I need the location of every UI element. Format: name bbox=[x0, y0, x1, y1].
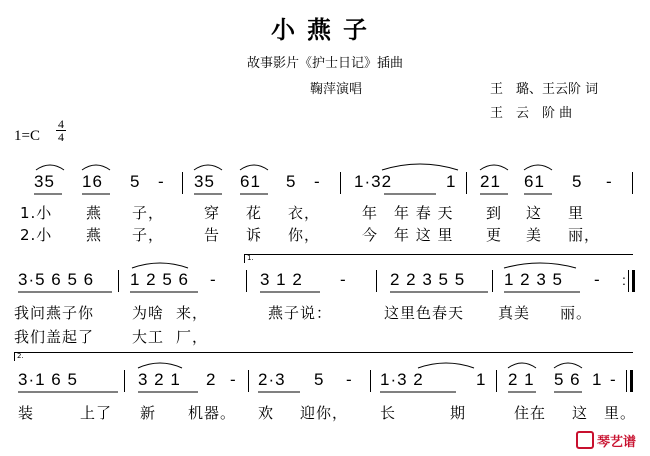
note-group: 1 bbox=[476, 370, 487, 389]
note-group: 1·32 bbox=[354, 172, 393, 191]
lyric: 厂， bbox=[176, 328, 209, 346]
lyric: 住在 bbox=[514, 404, 547, 422]
logo-text: 琴艺谱 bbox=[596, 435, 636, 450]
lyric: 1.小 bbox=[20, 204, 53, 222]
note-group: - bbox=[346, 370, 353, 389]
note-group: - bbox=[230, 370, 237, 389]
note-group: - bbox=[314, 172, 321, 191]
note-group: 5 6 bbox=[554, 370, 581, 389]
lyricist-credit: 王 璐、王云阶 词 bbox=[490, 82, 599, 97]
lyric: 衣， bbox=[288, 204, 321, 222]
lyric: 机器。 bbox=[188, 404, 237, 422]
lyric: 新 bbox=[140, 404, 157, 422]
slur-arc bbox=[508, 363, 536, 368]
volta-1-label: 1. bbox=[247, 254, 254, 262]
note-group: 1 2 3 5 bbox=[504, 270, 563, 289]
note-group: 35 bbox=[194, 172, 215, 191]
lyric: 来， bbox=[176, 304, 209, 322]
note-group: 2 bbox=[206, 370, 217, 389]
slur-arc bbox=[524, 165, 552, 170]
slur-arc bbox=[132, 263, 188, 268]
lyric: 子， bbox=[132, 204, 165, 222]
lyric: 年 这 里 bbox=[394, 226, 454, 244]
note-group: - bbox=[340, 270, 347, 289]
lyric: 你， bbox=[288, 226, 321, 244]
lyric: 美 bbox=[526, 226, 543, 244]
lyric: 为啥 bbox=[132, 304, 165, 322]
lyric: 长 bbox=[380, 404, 397, 422]
lyric: 丽， bbox=[568, 226, 601, 244]
lyric: 真美 bbox=[498, 304, 531, 322]
time-signature-top: 4 bbox=[58, 117, 64, 131]
lyric: 诉 bbox=[246, 226, 263, 244]
lyric: 年 春 天 bbox=[394, 204, 454, 222]
lyric: 我们盖起了 bbox=[14, 328, 95, 346]
note-group: 3 1 2 bbox=[260, 270, 303, 289]
time-signature-bottom: 4 bbox=[58, 130, 64, 144]
key-signature: 1=C bbox=[14, 128, 40, 144]
lyric: 装 bbox=[18, 404, 35, 422]
lyric: 里。 bbox=[604, 404, 637, 422]
lyric: 上了 bbox=[80, 404, 113, 422]
lyric: 燕 bbox=[86, 204, 103, 222]
slur-arc bbox=[194, 165, 222, 170]
note-group: 5 bbox=[572, 172, 583, 191]
song-subtitle: 故事影片《护士日记》插曲 bbox=[246, 56, 403, 71]
lyric: 子， bbox=[132, 226, 165, 244]
note-group: - bbox=[610, 370, 617, 389]
volta-2-label: 2. bbox=[17, 352, 24, 360]
note-group: 3 2 1 bbox=[138, 370, 181, 389]
slur-arc bbox=[480, 165, 508, 170]
song-title: 小燕子 bbox=[271, 16, 379, 44]
composer-credit: 王 云 阶 曲 bbox=[490, 106, 573, 121]
note-group: 16 bbox=[82, 172, 103, 191]
note-group: 5 bbox=[130, 172, 141, 191]
note-group: 61 bbox=[524, 172, 545, 191]
slur-arc bbox=[418, 363, 474, 368]
slur-arc bbox=[240, 165, 268, 170]
lyric: 花 bbox=[246, 204, 263, 222]
site-logo bbox=[576, 431, 636, 450]
lyric: 告 bbox=[204, 226, 221, 244]
note-group: - bbox=[606, 172, 613, 191]
slur-arc bbox=[138, 363, 182, 368]
lyric: 这里色春天 bbox=[384, 304, 465, 322]
note-group: 2·3 bbox=[258, 370, 286, 389]
note-group: 3·1 6 5 bbox=[18, 370, 78, 389]
slur-arc bbox=[36, 165, 64, 170]
lyric: 这 bbox=[526, 204, 543, 222]
lyric: 迎你， bbox=[300, 404, 349, 422]
lyric: 燕子说： bbox=[268, 304, 333, 322]
logo-icon bbox=[576, 431, 594, 449]
note-group: 3·5 6 5 6 bbox=[18, 270, 95, 289]
lyric: 这 bbox=[572, 404, 589, 422]
note-group: - bbox=[594, 270, 601, 289]
lyric: 2.小 bbox=[20, 226, 53, 244]
slur-arc bbox=[82, 165, 110, 170]
lyric: 更 bbox=[486, 226, 503, 244]
slur-arc bbox=[554, 363, 582, 368]
note-group: 1·3 2 bbox=[380, 370, 424, 389]
note-group: 5 bbox=[286, 172, 297, 191]
note-group: 5 bbox=[314, 370, 325, 389]
lyric: 到 bbox=[486, 204, 503, 222]
lyric: 丽。 bbox=[560, 304, 593, 322]
lyric: 我问燕子你 bbox=[14, 304, 95, 322]
note-group: 2 2 3 5 5 bbox=[390, 270, 466, 289]
lyric: 燕 bbox=[86, 226, 103, 244]
lyric: 期 bbox=[450, 404, 467, 422]
note-group: 1 bbox=[446, 172, 457, 191]
lyric: 今 bbox=[362, 226, 379, 244]
note-group: 61 bbox=[240, 172, 261, 191]
lyric: 穿 bbox=[204, 204, 221, 222]
note-group: 21 bbox=[480, 172, 501, 191]
note-group: - bbox=[210, 270, 217, 289]
singer-credit: 鞠萍演唱 bbox=[310, 82, 363, 97]
slur-arc bbox=[382, 164, 458, 170]
note-group: - bbox=[158, 172, 165, 191]
note-group: 1 2 5 6 bbox=[130, 270, 189, 289]
repeat-dots: : bbox=[622, 272, 627, 288]
lyric: 里 bbox=[568, 204, 585, 222]
lyric: 年 bbox=[362, 204, 379, 222]
lyric: 欢 bbox=[258, 404, 275, 422]
note-group: 1 bbox=[592, 370, 603, 389]
note-group: 2 1 bbox=[508, 370, 535, 389]
slur-arc bbox=[504, 263, 576, 268]
note-group: 35 bbox=[34, 172, 55, 191]
lyric: 大工 bbox=[132, 328, 165, 346]
